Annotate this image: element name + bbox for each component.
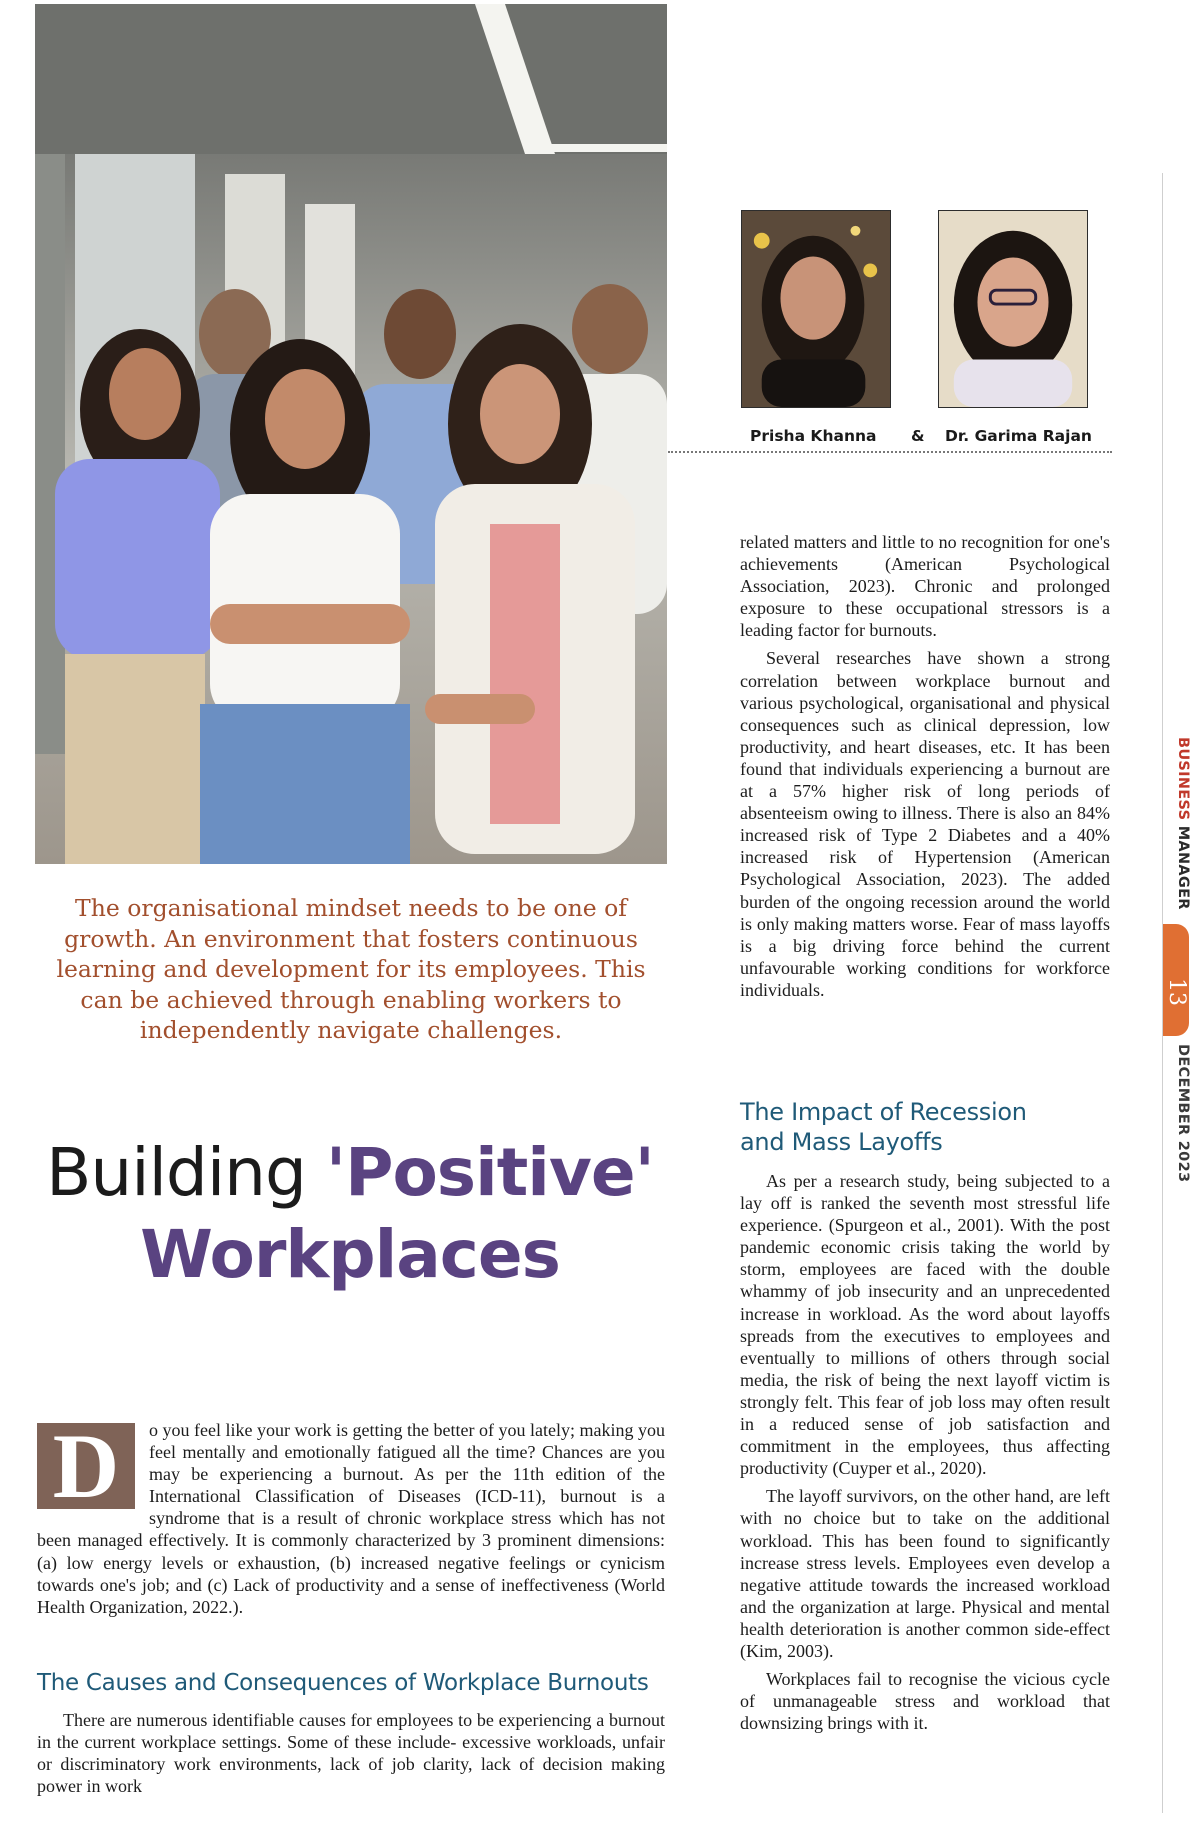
left-column-continued <box>37 1709 665 1803</box>
page-folio <box>1163 737 1191 1197</box>
article-headline <box>30 1132 670 1296</box>
author-photo-prisha-khanna <box>741 210 891 408</box>
paragraph: The layoff survivors, on the other hand, are left with no choice but to take on the additional workload. This has been found to significantly increase stress levels. Employees even develop a negative attitude towards the increased workload and the organization at large. Physical and mental health deterioration is another common side-effect (Kim, 2003). <box>740 1486 1110 1661</box>
author-byline <box>668 427 1112 453</box>
paragraph: Workplaces fail to recognise the vicious cycle of unmanageable stress and workload that downsizing brings with it. <box>740 1669 1110 1734</box>
author-name-2: Dr. Garima Rajan <box>945 427 1092 445</box>
section-heading-line: and Mass Layoffs <box>740 1128 943 1156</box>
page-number: 13 <box>1163 924 1189 1036</box>
section-heading-causes: The Causes and Consequences of Workplace Burnouts <box>37 1670 649 1696</box>
section-heading-line: The Impact of Recession <box>740 1098 1027 1126</box>
paragraph: Several researches have shown a strong correlation between workplace burnout and various psychological, organisational and physical consequences such as clinical depression, low productivity, and heart diseases, etc. It has been found that individuals experiencing a burnout are at a 57% higher risk of long periods of absenteeism owing to illness. There is also an 84% increased risk of Type 2 Diabetes and a 40% increased risk of Hypertension (American Psychological Association, 2023). The added burden of the ongoing recession around the world is only making matters worse. Fear of mass layoffs is a big driving force behind the current unfavourable working conditions for workforce individuals. <box>740 648 1110 1000</box>
paragraph: There are numerous identifiable causes for employees to be experiencing a burnout in the current workplace settings. Some of these include- excessive workloads, unfair or discriminatory work environments, lack of job clarity, lack of decision making power in work <box>37 1710 665 1797</box>
paragraph: related matters and little to no recognition for one's achievements (American Psychological Association, 2023). Chronic and prolonged exposure to these occupational stressors is a leading factor for burnouts. <box>740 532 1110 641</box>
article-intro <box>37 1415 665 1624</box>
headline-plain: Building <box>46 1134 326 1211</box>
publication-name-part1: BUSINESS <box>1175 737 1191 821</box>
pull-quote: The organisational mindset needs to be one of growth. An environment that fosters continuous learning and development for its employees. This can be achieved through enabling workers to independently navigate challenges. <box>56 894 646 1044</box>
paragraph: As per a research study, being subjected to a lay off is ranked the seventh most stressful life experience. (Spurgeon et al., 2001). With the post pandemic economic crisis taking the world by storm, employees are faced with the double whammy of job insecurity and an unprecedented increase in workload. As the word about layoffs spreads from the executives to employees and eventually to millions of others through social media, the risk of being the next layoff victim is strongly felt. This fear of job loss may often result in a reduced sense of job satisfaction and commitment in the employees, thus affecting productivity (Cuyper et al., 2020). <box>740 1171 1110 1479</box>
author-name-1: Prisha Khanna <box>750 427 877 445</box>
author-photo-garima-rajan <box>938 210 1088 408</box>
right-column-continued <box>740 1170 1110 1740</box>
section-heading-recession <box>740 1097 1110 1157</box>
intro-paragraph: o you feel like your work is getting the better of you lately; making you feel mentally and emotionally fatigued all the time? Chances are you may be experiencing a burnout. As per the 11th edition of the International Classification of Diseases (ICD-11), burnout is a syndrome that is a result of chronic workplace stress which has not been managed effectively. It is commonly characterized by 3 prominent dimensions: (a) low energy levels or exhaustion, (b) increased negative feelings or cynicism towards one's job; and (c) Lack of productivity and a sense of ineffectiveness (World Health Organization, 2022.). <box>37 1420 665 1617</box>
publication-name-part2: MANAGER <box>1175 820 1191 910</box>
drop-cap: D <box>37 1423 135 1509</box>
right-column <box>740 531 1110 1007</box>
author-separator: & <box>911 427 925 445</box>
issue-date: DECEMBER 2023 <box>1175 1044 1191 1183</box>
headline-accent: 'Positive' <box>325 1134 654 1211</box>
headline-line2: Workplaces <box>140 1216 560 1293</box>
publication-name <box>1163 737 1191 917</box>
hero-team-photo <box>35 4 667 864</box>
